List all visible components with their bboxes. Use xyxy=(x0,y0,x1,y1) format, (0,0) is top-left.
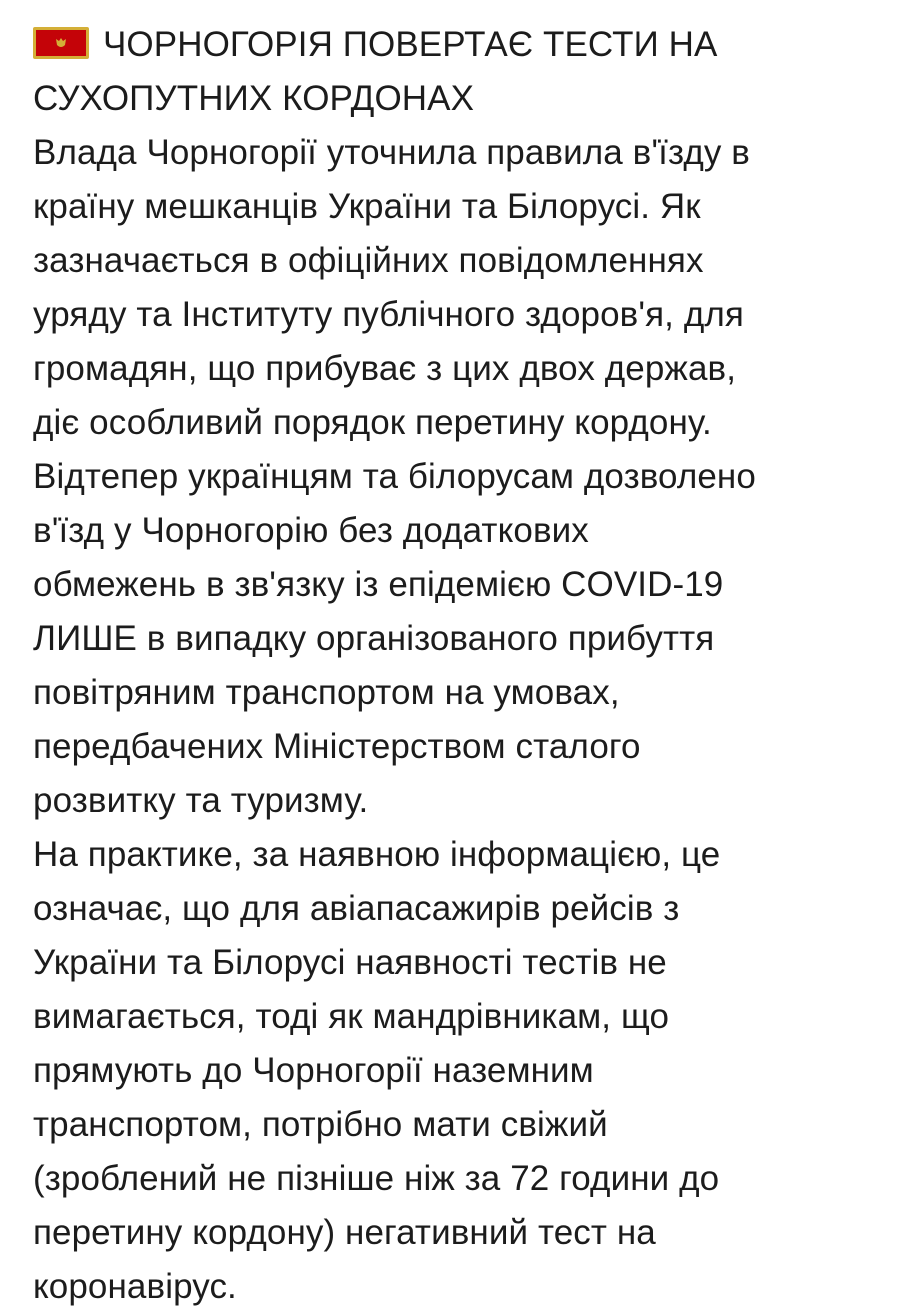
paragraph-3 xyxy=(33,828,903,1314)
text-line: перетину кордону) негативний тест на xyxy=(33,1213,656,1252)
headline xyxy=(33,18,903,72)
text-line: повітряним транспортом на умовах, xyxy=(33,673,620,712)
text-line: зазначається в офіційних повідомленнях xyxy=(33,241,704,280)
text-line: діє особливий порядок перетину кордону. xyxy=(33,403,712,442)
text-line: ЛИШЕ в випадку організованого прибуття xyxy=(33,619,715,658)
text-line: передбачених Міністерством сталого xyxy=(33,727,641,766)
post-message xyxy=(33,18,903,1314)
text-line: коронавірус. xyxy=(33,1267,237,1306)
text-line: Влада Чорногорії уточнила правила в'їзду в xyxy=(33,133,750,172)
text-line: На практике, за наявною інформацією, це xyxy=(33,835,721,874)
text-line: уряду та Інституту публічного здоров'я, для xyxy=(33,295,744,334)
text-line: обмежень в зв'язку із епідемією COVID-19 xyxy=(33,565,724,604)
text-line: країну мешканців України та Білорусі. Як xyxy=(33,187,701,226)
text-line: (зроблений не пізніше ніж за 72 години до xyxy=(33,1159,720,1198)
montenegro-flag-icon xyxy=(33,27,89,59)
text-line: означає, що для авіапасажирів рейсів з xyxy=(33,889,680,928)
headline-line-2: СУХОПУТНИХ КОРДОНАХ xyxy=(33,79,475,118)
text-line: вимагається, тоді як мандрівникам, що xyxy=(33,997,670,1036)
text-line: Відтепер українцям та білорусам дозволено xyxy=(33,457,756,496)
paragraph-1 xyxy=(33,126,903,450)
text-line: прямують до Чорногорії наземним xyxy=(33,1051,594,1090)
coat-of-arms-icon xyxy=(54,36,68,50)
text-line: розвитку та туризму. xyxy=(33,781,369,820)
text-line: України та Білорусі наявності тестів не xyxy=(33,943,667,982)
text-line: громадян, що прибуває з цих двох держав, xyxy=(33,349,737,388)
paragraph-2 xyxy=(33,450,903,828)
text-line: в'їзд у Чорногорію без додаткових xyxy=(33,511,589,550)
headline-line-1: ЧОРНОГОРІЯ ПОВЕРТАЄ ТЕСТИ НА xyxy=(103,25,718,64)
text-line: транспортом, потрібно мати свіжий xyxy=(33,1105,608,1144)
